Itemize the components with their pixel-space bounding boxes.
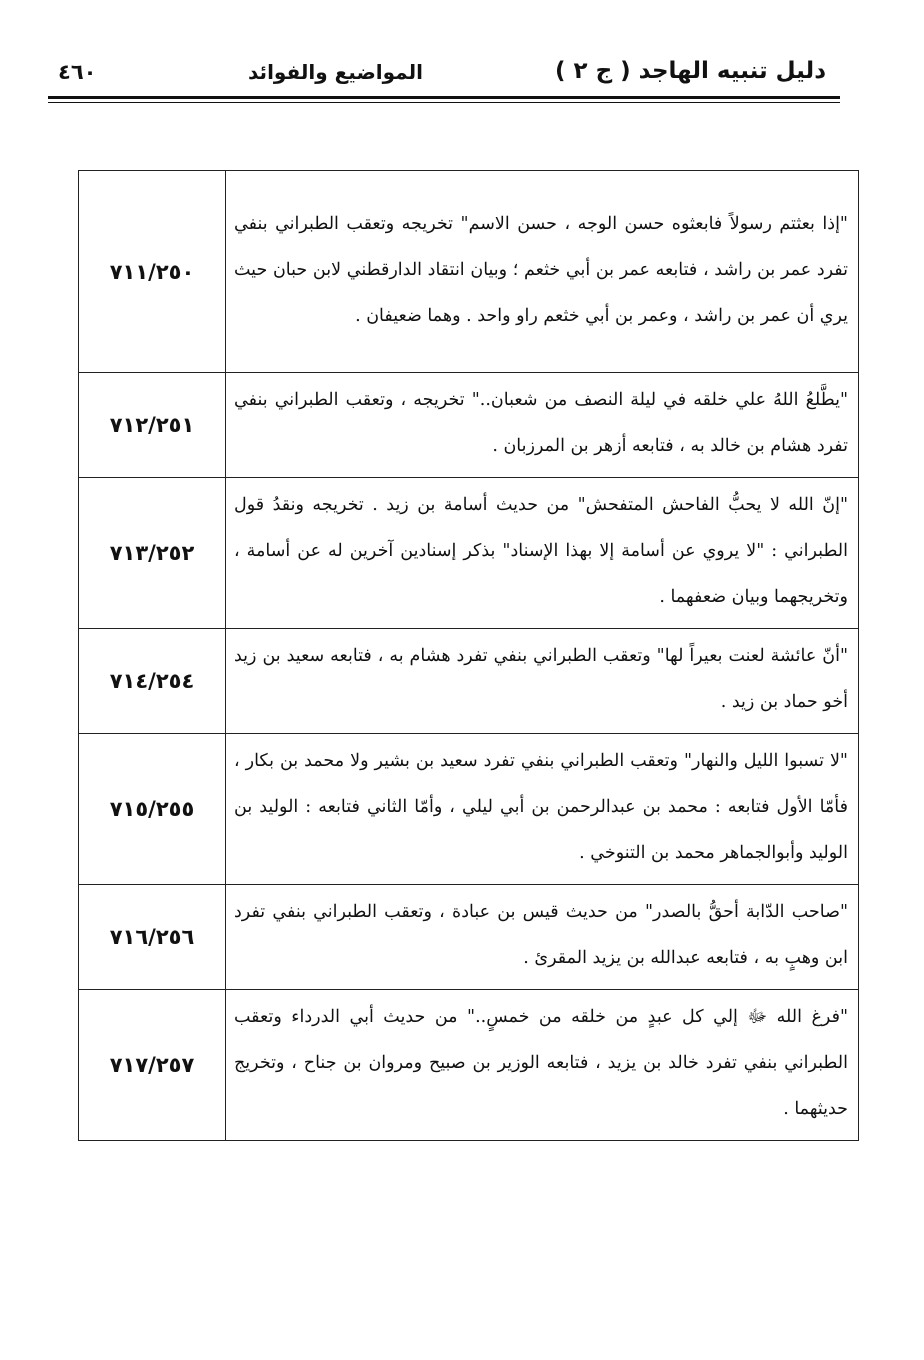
hadith-description: "أنّ عائشة لعنت بعيراً لها" وتعقب الطبراني بنفي تفرد هشام به ، فتابعه سعيد بن زيد أخو حماد بن زيد . xyxy=(226,629,859,734)
table-row xyxy=(79,629,859,734)
hadith-reference xyxy=(79,734,226,885)
table-row xyxy=(79,478,859,629)
table-row xyxy=(79,734,859,885)
reference-number: ٧١٢/٢٥١ xyxy=(109,413,195,437)
table-row xyxy=(79,990,859,1141)
hadith-description: "إذا بعثتم رسولاً فابعثوه حسن الوجه ، حسن الاسم" تخريجه وتعقب الطبراني بنفي تفرد عمر بن راشد ، فتابعه عمر بن أبي خثعم ؛ وبيان انتقاد الدارقطني لابن حبان حيث يري أن عمر بن راشد ، وعمر بن أبي خثعم راو واحد . وهما ضعيفان . xyxy=(226,171,859,373)
reference-number: ٧١٥/٢٥٥ xyxy=(109,797,195,821)
table-row xyxy=(79,885,859,990)
reference-number: ٧١١/٢٥٠ xyxy=(109,259,195,284)
hadith-index-table xyxy=(78,170,859,1141)
hadith-reference xyxy=(79,171,226,373)
hadith-reference xyxy=(79,478,226,629)
hadith-description: "لا تسبوا الليل والنهار" وتعقب الطبراني بنفي تفرد سعيد بن بشير ولا محمد بن بكار ، فأمّا الأول فتابعه : محمد بن عبدالرحمن بن أبي ليلي ، وأمّا الثاني فتابعه : الوليد بن الوليد وأبوالجماهر محمد بن التنوخي . xyxy=(226,734,859,885)
section-title: المواضيع والفوائد xyxy=(248,60,423,84)
header-rule-thin xyxy=(48,102,840,103)
hadith-reference xyxy=(79,885,226,990)
hadith-reference xyxy=(79,990,226,1141)
hadith-description: "إنّ الله لا يحبُّ الفاحش المتفحش" من حديث أسامة بن زيد . تخريجه ونقدُ قول الطبراني : "لا يروي عن أسامة إلا بهذا الإسناد" بذكر إسنادين آخرين له عن أسامة ، وتخريجهما وبيان ضعفهما . xyxy=(226,478,859,629)
reference-number: ٧١٦/٢٥٦ xyxy=(109,925,195,949)
page-header xyxy=(48,52,840,96)
page-number: ٤٦٠ xyxy=(58,60,97,84)
hadith-reference xyxy=(79,373,226,478)
hadith-reference xyxy=(79,629,226,734)
reference-number: ٧١٣/٢٥٢ xyxy=(109,541,195,565)
hadith-description: "صاحب الدّابة أحقُّ بالصدر" من حديث قيس بن عبادة ، وتعقب الطبراني بنفي تفرد ابن وهبٍ به ، فتابعه عبدالله بن يزيد المقرئ . xyxy=(226,885,859,990)
reference-number: ٧١٤/٢٥٤ xyxy=(109,669,195,693)
table-row xyxy=(79,373,859,478)
header-rule-thick xyxy=(48,96,840,99)
hadith-description: "يطَّلعُ اللهُ علي خلقه في ليلة النصف من شعبان.." تخريجه ، وتعقب الطبراني بنفي تفرد هشام بن خالد به ، فتابعه أزهر بن المرزبان . xyxy=(226,373,859,478)
reference-number: ٧١٧/٢٥٧ xyxy=(109,1053,195,1077)
book-title: دليل تنبيه الهاجد ( ج ٢ ) xyxy=(554,58,826,84)
table-row xyxy=(79,171,859,373)
hadith-description: "فرغ الله ﷻ إلي كل عبدٍ من خلقه من خمسٍ.." من حديث أبي الدرداء وتعقب الطبراني بنفي تفرد خالد بن يزيد ، فتابعه الوزير بن صبيح ومروان بن جناح ، وتخريج حديثهما . xyxy=(226,990,859,1141)
